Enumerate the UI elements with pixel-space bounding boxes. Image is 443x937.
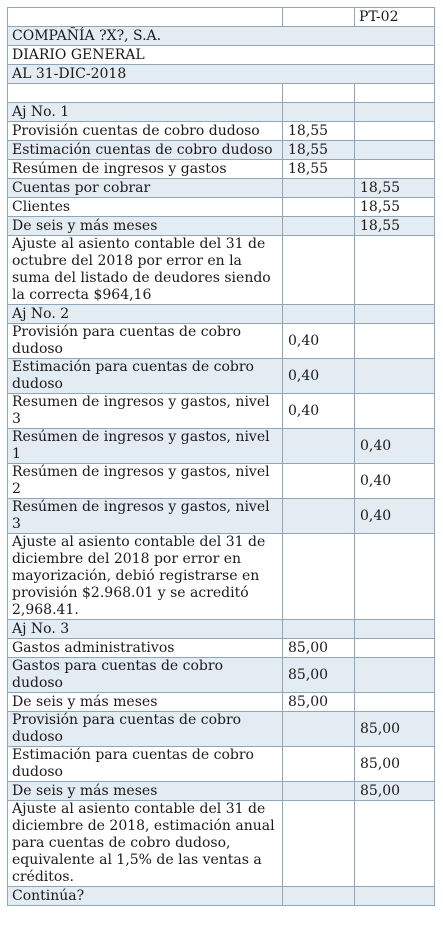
debit-amount: 18,55 [283, 160, 355, 179]
table-row [8, 141, 435, 160]
credit-amount [355, 305, 435, 324]
entry-label: Estimación para cuentas de cobro dudoso [8, 359, 283, 394]
entry-label: Estimación cuentas de cobro dudoso [8, 141, 283, 160]
table-row [8, 534, 435, 620]
entry-label: Ajuste al asiento contable del 31 de octubre del 2018 por error en la suma del listado de deudores siendo la correcta $964,16 [8, 236, 283, 305]
entry-label: De seis y más meses [8, 782, 283, 801]
debit-amount [283, 712, 355, 747]
debit-amount [283, 534, 355, 620]
table-row [8, 801, 435, 887]
entry-label: Aj No. 2 [8, 305, 283, 324]
entry-label: Provisión para cuentas de cobro dudoso [8, 712, 283, 747]
table-row [8, 394, 435, 429]
table-row [8, 782, 435, 801]
debit-amount: 85,00 [283, 693, 355, 712]
debit-amount [283, 217, 355, 236]
entry-label: Aj No. 3 [8, 620, 283, 639]
credit-amount: 18,55 [355, 198, 435, 217]
table-row [8, 429, 435, 464]
entry-label: Cuentas por cobrar [8, 179, 283, 198]
credit-amount: 0,40 [355, 499, 435, 534]
credit-amount [355, 639, 435, 658]
credit-amount [355, 359, 435, 394]
debit-amount: 18,55 [283, 141, 355, 160]
table-row [8, 160, 435, 179]
debit-amount [283, 499, 355, 534]
credit-amount [355, 693, 435, 712]
company-row [8, 27, 435, 46]
debit-amount [283, 305, 355, 324]
entry-label: Resumen de ingresos y gastos, nivel 3 [8, 394, 283, 429]
table-row [8, 639, 435, 658]
table-row [8, 499, 435, 534]
entry-label: De seis y más meses [8, 693, 283, 712]
debit-amount [283, 887, 355, 906]
debit-amount: 0,40 [283, 324, 355, 359]
credit-amount [355, 887, 435, 906]
credit-amount: 18,55 [355, 179, 435, 198]
entry-label: Clientes [8, 198, 283, 217]
credit-amount: 0,40 [355, 464, 435, 499]
credit-amount [355, 801, 435, 887]
blank-cell [355, 84, 435, 103]
entry-label: De seis y más meses [8, 217, 283, 236]
header-blank-cell [8, 8, 283, 27]
entry-label: Aj No. 1 [8, 103, 283, 122]
credit-amount [355, 141, 435, 160]
journal-table [7, 7, 435, 906]
entry-label: Resúmen de ingresos y gastos, nivel 1 [8, 429, 283, 464]
entry-label: Resúmen de ingresos y gastos [8, 160, 283, 179]
blank-cell [8, 84, 283, 103]
credit-amount [355, 620, 435, 639]
journal-row [8, 46, 435, 65]
table-row [8, 712, 435, 747]
debit-amount: 18,55 [283, 122, 355, 141]
debit-amount [283, 179, 355, 198]
table-row [8, 122, 435, 141]
table-row [8, 179, 435, 198]
table-row [8, 103, 435, 122]
debit-amount: 0,40 [283, 359, 355, 394]
company-name: COMPAÑÍA ?X?, S.A. [8, 27, 435, 46]
entry-label: Provisión para cuentas de cobro dudoso [8, 324, 283, 359]
header-code-row [8, 8, 435, 27]
credit-amount: 85,00 [355, 747, 435, 782]
entry-label: Gastos para cuentas de cobro dudoso [8, 658, 283, 693]
debit-amount: 85,00 [283, 658, 355, 693]
credit-amount [355, 160, 435, 179]
entry-label: Resúmen de ingresos y gastos, nivel 2 [8, 464, 283, 499]
date-row [8, 65, 435, 84]
table-row [8, 658, 435, 693]
journal-date: AL 31-DIC-2018 [8, 65, 435, 84]
blank-cell [283, 84, 355, 103]
credit-amount [355, 103, 435, 122]
table-row [8, 198, 435, 217]
header-code: PT-02 [355, 8, 435, 27]
credit-amount: 0,40 [355, 429, 435, 464]
debit-amount: 0,40 [283, 394, 355, 429]
debit-amount [283, 782, 355, 801]
debit-amount [283, 198, 355, 217]
credit-amount [355, 324, 435, 359]
credit-amount: 85,00 [355, 712, 435, 747]
credit-amount [355, 534, 435, 620]
table-row [8, 887, 435, 906]
table-row [8, 464, 435, 499]
credit-amount [355, 236, 435, 305]
credit-amount [355, 122, 435, 141]
credit-amount [355, 658, 435, 693]
header-blank-cell [283, 8, 355, 27]
debit-amount [283, 620, 355, 639]
table-row [8, 747, 435, 782]
journal-title: DIARIO GENERAL [8, 46, 435, 65]
entry-label: Resúmen de ingresos y gastos, nivel 3 [8, 499, 283, 534]
debit-amount [283, 464, 355, 499]
credit-amount: 85,00 [355, 782, 435, 801]
table-row [8, 324, 435, 359]
credit-amount: 18,55 [355, 217, 435, 236]
entry-label: Ajuste al asiento contable del 31 de diciembre de 2018, estimación anual para cuentas de cobro dudoso, equivalente al 1,5% de las ventas a créditos. [8, 801, 283, 887]
debit-amount [283, 236, 355, 305]
debit-amount: 85,00 [283, 639, 355, 658]
debit-amount [283, 103, 355, 122]
debit-amount [283, 801, 355, 887]
table-row [8, 236, 435, 305]
entry-label: Estimación para cuentas de cobro dudoso [8, 747, 283, 782]
table-row [8, 693, 435, 712]
entry-label: Ajuste al asiento contable del 31 de diciembre del 2018 por error en mayorización, debió registrarse en provisión $2.968.01 y se acreditó 2,968.41. [8, 534, 283, 620]
table-row [8, 359, 435, 394]
debit-amount [283, 429, 355, 464]
entry-label: Provisión cuentas de cobro dudoso [8, 122, 283, 141]
entry-label: Gastos administrativos [8, 639, 283, 658]
debit-amount [283, 747, 355, 782]
table-row [8, 620, 435, 639]
entry-label: Continúa? [8, 887, 283, 906]
table-row [8, 217, 435, 236]
credit-amount [355, 394, 435, 429]
spacer-row [8, 84, 435, 103]
table-row [8, 305, 435, 324]
